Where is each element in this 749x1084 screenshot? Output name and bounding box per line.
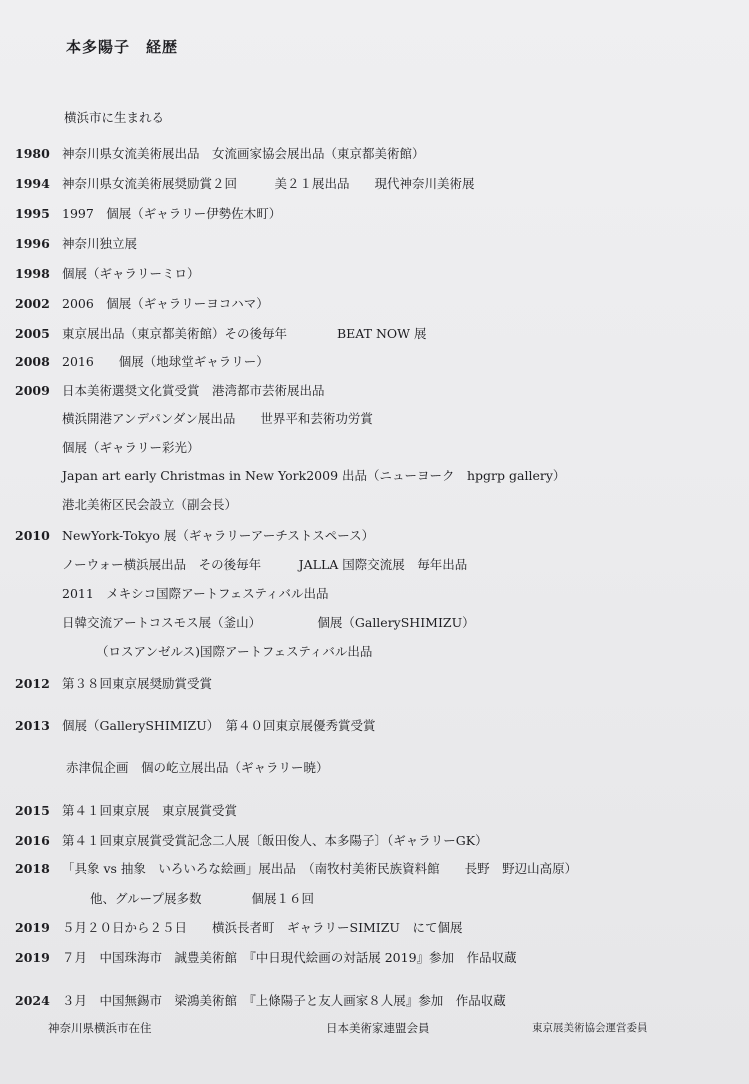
- entry-text: ノーウォー横浜展出品 その後毎年 JALLA 国際交流展 毎年出品: [62, 557, 468, 572]
- entry-text: 港北美術区民会設立（副会長）: [62, 497, 238, 512]
- intro-text: 横浜市に生まれる: [64, 110, 165, 125]
- entry-text: ３月 中国無錫市 梁鴻美術館 『上條陽子と友人画家８人展』参加 作品収蔵: [62, 993, 506, 1008]
- entry-text: 個展（GallerySHIMIZU） 第４０回東京展優秀賞受賞: [62, 718, 376, 733]
- footer-committee: 東京展美術協会運営委員: [532, 1022, 648, 1034]
- entry-year: 2012: [15, 676, 50, 691]
- entry-text: Japan art early Christmas in New York2009 出品（ニューヨーク hpgrp gallery）: [62, 468, 566, 483]
- entry-year: 1995: [15, 206, 50, 221]
- entry-text: ５月２０日から２５日 横浜長者町 ギャラリーSIMIZU にて個展: [62, 920, 463, 935]
- entry-text: 神奈川県女流美術展奨励賞２回 美２１展出品 現代神奈川美術展: [62, 176, 475, 191]
- entry-year: 2002: [15, 296, 50, 311]
- entry-year: 2013: [15, 718, 50, 733]
- entry-year: 2009: [15, 383, 50, 398]
- entry-text: （ロスアンゼルス)国際アートフェスティバル出品: [96, 644, 373, 659]
- entry-text: 日韓交流アートコスモス展（釜山） 個展（GallerySHIMIZU）: [62, 615, 475, 630]
- entry-text: NewYork-Tokyo 展（ギャラリーアーチストスペース）: [62, 528, 375, 543]
- entry-text: 2016 個展（地球堂ギャラリー）: [62, 354, 269, 369]
- entry-text: 他、グループ展多数 個展１６回: [90, 891, 315, 906]
- entry-year: 2005: [15, 326, 50, 341]
- entry-text: 2011 メキシコ国際アートフェスティバル出品: [62, 586, 329, 601]
- entry-year: 2018: [15, 861, 50, 876]
- entry-year: 2024: [15, 993, 50, 1008]
- entry-text: 横浜開港アンデパンダン展出品 世界平和芸術功労賞: [62, 411, 373, 426]
- entry-year: 2010: [15, 528, 50, 543]
- entry-text: 2006 個展（ギャラリーヨコハマ）: [62, 296, 269, 311]
- entry-text: 個展（ギャラリー彩光）: [62, 440, 200, 455]
- entry-year: 2016: [15, 833, 50, 848]
- entry-year: 1980: [15, 146, 50, 161]
- entry-text: 日本美術選奨文化賞受賞 港湾都市芸術展出品: [62, 383, 325, 398]
- entry-year: 2008: [15, 354, 50, 369]
- entry-year: 2019: [15, 920, 50, 935]
- entry-text: 神奈川県女流美術展出品 女流画家協会展出品（東京都美術館）: [62, 146, 425, 161]
- entry-text: 個展（ギャラリーミロ）: [62, 266, 200, 281]
- entry-text: 第４１回東京展賞受賞記念二人展〔飯田俊人、本多陽子〕（ギャラリーGK）: [62, 833, 488, 848]
- entry-year: 2015: [15, 803, 50, 818]
- footer-membership: 日本美術家連盟会員: [326, 1021, 430, 1035]
- entry-text: ７月 中国珠海市 誠豊美術館 『中日現代絵画の対話展 2019』参加 作品収蔵: [62, 950, 517, 965]
- entry-text: 第４１回東京展 東京展賞受賞: [62, 803, 238, 818]
- entry-text: 東京展出品（東京都美術館）その後毎年 BEAT NOW 展: [62, 326, 427, 341]
- entry-text: 赤津侃企画 個の屹立展出品（ギャラリー暁）: [66, 760, 329, 775]
- entry-year: 2019: [15, 950, 50, 965]
- entry-year: 1996: [15, 236, 50, 251]
- entry-year: 1994: [15, 176, 50, 191]
- entry-text: 1997 個展（ギャラリー伊勢佐木町）: [62, 206, 282, 221]
- footer-residence: 神奈川県横浜市在住: [48, 1021, 152, 1035]
- entry-text: 神奈川独立展: [62, 236, 138, 251]
- entry-year: 1998: [15, 266, 50, 281]
- entry-text: 第３８回東京展奨励賞受賞: [62, 676, 213, 691]
- page-title: 本多陽子 経歴: [66, 38, 179, 56]
- entry-text: 「具象 vs 抽象 いろいろな絵画」展出品 （南牧村美術民族資料館 長野 野辺山高原）: [62, 861, 578, 876]
